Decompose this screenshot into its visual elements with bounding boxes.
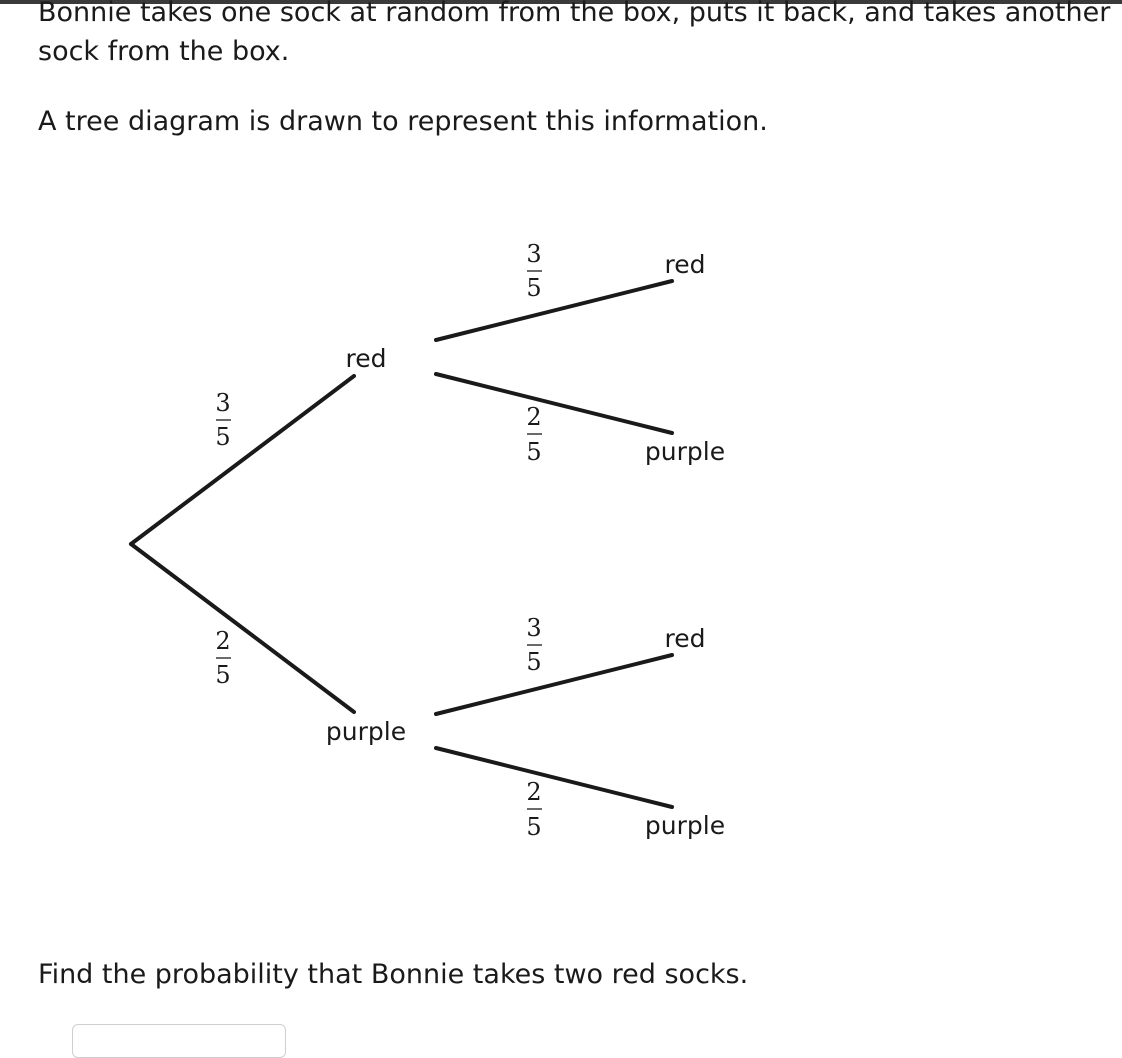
prob-first-red-numerator: 3 bbox=[215, 389, 231, 417]
question-intro-line-2: sock from the box. bbox=[38, 36, 290, 67]
prob-purple-then-purple-numerator: 2 bbox=[526, 778, 542, 806]
prob-purple-then-purple-denominator: 5 bbox=[526, 813, 542, 841]
branch-red-then-red bbox=[436, 281, 672, 340]
prob-purple-then-purple bbox=[526, 778, 542, 841]
branch-purple-then-red bbox=[436, 655, 672, 714]
prob-purple-then-red-numerator: 3 bbox=[526, 614, 542, 642]
prob-red-then-purple-numerator: 2 bbox=[526, 403, 542, 431]
prob-first-red-denominator: 5 bbox=[215, 423, 231, 451]
outcome-red-then-red: red bbox=[664, 250, 706, 279]
branch-red-then-purple bbox=[436, 374, 672, 433]
outcome-purple-then-purple: purple bbox=[644, 811, 726, 840]
answer-input[interactable] bbox=[72, 1024, 286, 1058]
prob-red-then-purple-denominator: 5 bbox=[526, 438, 542, 466]
outcome-first-red: red bbox=[345, 344, 387, 373]
final-question: Find the probability that Bonnie takes two red socks. bbox=[38, 959, 749, 990]
branch-first-purple bbox=[131, 544, 354, 712]
prob-red-then-red-denominator: 5 bbox=[526, 274, 542, 302]
diagram-caption: A tree diagram is drawn to represent this information. bbox=[38, 106, 768, 137]
prob-first-purple-denominator: 5 bbox=[215, 661, 231, 689]
prob-first-purple bbox=[215, 627, 231, 689]
prob-purple-then-red-denominator: 5 bbox=[526, 648, 542, 676]
outcome-first-purple: purple bbox=[325, 717, 407, 746]
outcome-red-then-purple: purple bbox=[644, 437, 726, 466]
prob-red-then-red bbox=[526, 240, 542, 302]
question-intro-line-1: Bonnie takes one sock at random from the box, puts it back, and takes another bbox=[38, 0, 1111, 28]
branch-purple-then-purple bbox=[436, 748, 672, 807]
prob-purple-then-red bbox=[526, 614, 542, 676]
prob-red-then-purple bbox=[526, 403, 542, 466]
prob-first-purple-numerator: 2 bbox=[215, 627, 231, 655]
prob-first-red bbox=[215, 389, 231, 451]
branch-first-red bbox=[131, 376, 354, 544]
prob-red-then-red-numerator: 3 bbox=[526, 240, 542, 268]
outcome-purple-then-red: red bbox=[664, 624, 706, 653]
